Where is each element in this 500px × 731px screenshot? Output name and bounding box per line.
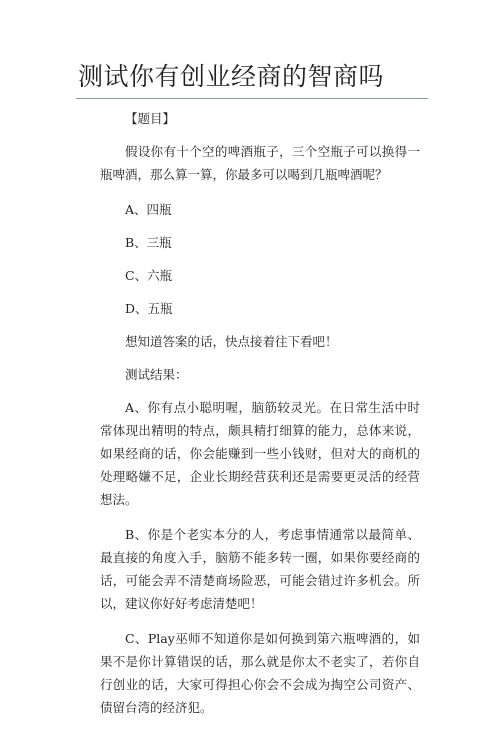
- results-heading: 测试结果：: [125, 367, 188, 382]
- option-a: A、四瓶: [125, 202, 172, 217]
- question-text: 假设你有十个空的啤酒瓶子，三个空瓶子可以换得一瓶啤酒，那么算一算，你最多可以喝到几瓶啤酒呢？: [100, 144, 420, 182]
- title-divider: [76, 98, 428, 99]
- option-b: B、三瓶: [125, 235, 172, 250]
- result-a: A、你有点小聪明喔，脑筋较灵光。在日常生活中时常体现出精明的特点，颇具精打细算的能力，总体来说，如果经商的话，你会能赚到一些小钱财，但对大的商机的处理略嫌不足，企业长期经营获利还是需要更灵活的经营想法。: [100, 400, 420, 507]
- page-title: 测试你有创业经商的智商吗: [78, 62, 385, 91]
- result-b: B、你是个老实本分的人，考虑事情通常以最简单、最直接的角度入手，脑筋不能多转一圈，如果你要经商的话，可能会弄不清楚商场险恶，可能会错过许多机会。所以，建议你好好考虑清楚吧！: [100, 527, 420, 611]
- result-c: C、Play巫师不知道你是如何换到第六瓶啤酒的，如果不是你计算错误的话，那么就是你太不老实了，若你自行创业的话，大家可得担心你会不会成为掏空公司资产、债留台湾的经济犯。: [100, 631, 420, 715]
- option-d: D、五瓶: [125, 301, 173, 316]
- option-c: C、六瓶: [125, 268, 173, 283]
- question-heading: 【题目】: [125, 111, 176, 126]
- answer-prompt: 想知道答案的话，快点接着往下看吧！: [125, 334, 338, 349]
- document-body: [100, 107, 420, 731]
